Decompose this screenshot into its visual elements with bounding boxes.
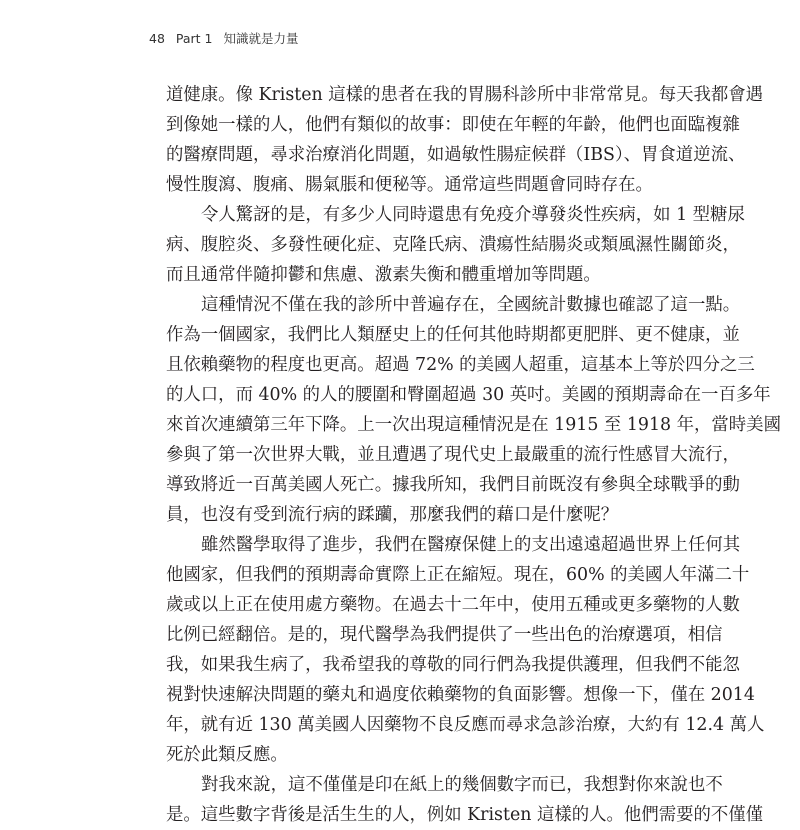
text-line: 作為一個國家，我們比人類歷史上的任何其他時期都更肥胖、更不健康，並 xyxy=(166,325,740,345)
text-line: 道健康。像 Kristen 這樣的患者在我的胃腸科診所中非常常見。每天我都會遇 xyxy=(166,85,764,105)
text-line: 而且通常伴隨抑鬱和焦慮、激素失衡和體重增加等問題。 xyxy=(166,265,601,285)
text-line: 比例已經翻倍。是的，現代醫學為我們提供了一些出色的治療選項，相信 xyxy=(166,625,723,645)
part-label: Part 1 xyxy=(175,31,213,46)
text-line: 員，也沒有受到流行病的蹂躪，那麼我們的藉口是什麼呢？ xyxy=(166,505,619,525)
text-line: 到像她一樣的人，他們有類似的故事：即使在年輕的年齡，他們也面臨複雜 xyxy=(166,115,740,135)
text-line: 的醫療問題，尋求治療消化問題，如過敏性腸症候群（IBS）、胃食道逆流、 xyxy=(166,145,746,165)
text-line: 他國家，但我們的預期壽命實際上正在縮短。現在，60% 的美國人年滿二十 xyxy=(166,565,750,585)
text-line: 令人驚訝的是，有多少人同時還患有免疫介導發炎性疾病，如 1 型糖尿 xyxy=(201,205,745,225)
text-line: 來首次連續第三年下降。上一次出現這種情況是在 1915 至 1918 年，當時美國 xyxy=(166,415,781,435)
text-line: 是。這些數字背後是活生生的人，例如 Kristen 這樣的人。他們需要的不僅僅 xyxy=(166,805,764,825)
text-line: 雖然醫學取得了進步，我們在醫療保健上的支出遠遠超過世界上任何其 xyxy=(201,535,741,555)
text-line: 死於此類反應。 xyxy=(166,745,288,765)
text-line: 且依賴藥物的程度也更高。超過 72% 的美國人超重，這基本上等於四分之三 xyxy=(166,355,755,375)
text-line: 導致將近一百萬美國人死亡。據我所知，我們目前既沒有參與全球戰爭的動 xyxy=(166,475,740,495)
page-number: 48 xyxy=(149,31,165,46)
text-line: 我，如果我生病了，我希望我的尊敬的同行們為我提供護理，但我們不能忽 xyxy=(166,655,740,675)
text-line: 對我來說，這不僅僅是印在紙上的幾個數字而已，我想對你來說也不 xyxy=(201,775,723,795)
body-text xyxy=(166,80,781,830)
text-line: 年，就有近 130 萬美國人因藥物不良反應而尋求急診治療，大約有 12.4 萬人 xyxy=(166,715,765,735)
text-line: 這種情況不僅在我的診所中普遍存在，全國統計數據也確認了這一點。 xyxy=(201,295,741,315)
text-line: 病、腹腔炎、多發性硬化症、克隆氏病、潰瘍性結腸炎或類風濕性關節炎， xyxy=(166,235,740,255)
text-line: 參與了第一次世界大戰，並且遭遇了現代史上最嚴重的流行性感冒大流行， xyxy=(166,445,740,465)
text-line: 視對快速解決問題的藥丸和過度依賴藥物的負面影響。想像一下，僅在 2014 xyxy=(166,685,755,705)
chapter-title: 知識就是力量 xyxy=(223,31,299,46)
text-line: 慢性腹瀉、腹痛、腸氣脹和便秘等。通常這些問題會同時存在。 xyxy=(166,175,653,195)
text-line: 歲或以上正在使用處方藥物。在過去十二年中，使用五種或更多藥物的人數 xyxy=(166,595,740,615)
text-line: 的人口，而 40% 的人的腰圍和臀圍超過 30 英吋。美國的預期壽命在一百多年 xyxy=(166,385,771,405)
running-header xyxy=(149,29,306,47)
